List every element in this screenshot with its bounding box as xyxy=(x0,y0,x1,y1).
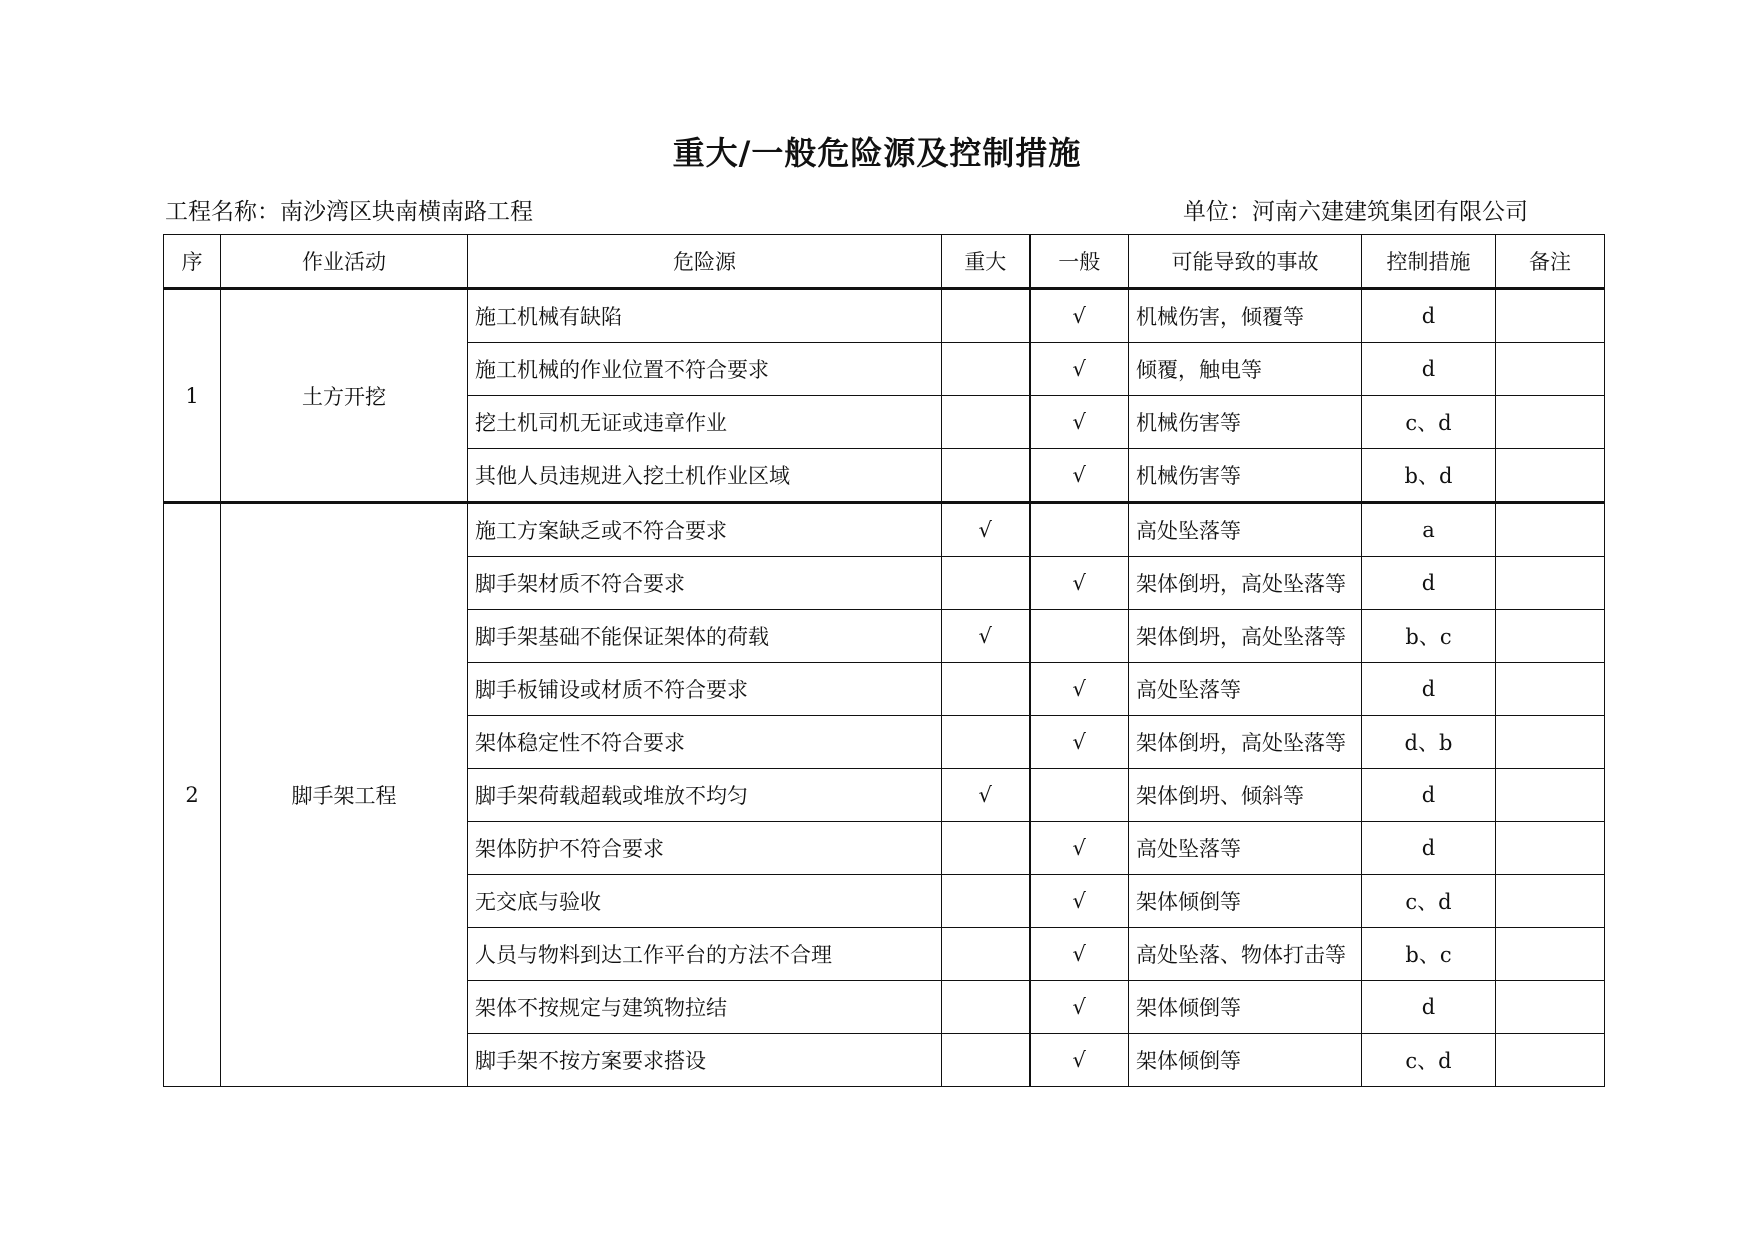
general-cell xyxy=(1030,503,1129,557)
header-remark: 备注 xyxy=(1496,235,1605,289)
general-cell: √ xyxy=(1030,396,1129,449)
accident-cell: 架体倾倒等 xyxy=(1129,981,1362,1034)
control-cell: b、d xyxy=(1362,449,1496,503)
header-seq: 序 xyxy=(164,235,221,289)
remark-cell xyxy=(1496,663,1605,716)
remark-cell xyxy=(1496,1034,1605,1087)
remark-cell xyxy=(1496,875,1605,928)
hazard-cell: 脚手架材质不符合要求 xyxy=(468,557,942,610)
control-cell: d、b xyxy=(1362,716,1496,769)
accident-cell: 高处坠落等 xyxy=(1129,663,1362,716)
header-row xyxy=(164,235,1605,289)
accident-cell: 架体倒坍，高处坠落等 xyxy=(1129,557,1362,610)
general-cell: √ xyxy=(1030,928,1129,981)
accident-cell: 架体倒坍，高处坠落等 xyxy=(1129,716,1362,769)
accident-cell: 架体倾倒等 xyxy=(1129,1034,1362,1087)
remark-cell xyxy=(1496,610,1605,663)
accident-cell: 架体倒坍、倾斜等 xyxy=(1129,769,1362,822)
accident-cell: 架体倾倒等 xyxy=(1129,875,1362,928)
control-cell: d xyxy=(1362,343,1496,396)
major-cell xyxy=(942,396,1030,449)
project-name: 工程名称：南沙湾区块南横南路工程 xyxy=(165,199,533,225)
control-cell: d xyxy=(1362,769,1496,822)
control-cell: c、d xyxy=(1362,875,1496,928)
hazard-cell: 架体稳定性不符合要求 xyxy=(468,716,942,769)
accident-cell: 倾覆，触电等 xyxy=(1129,343,1362,396)
remark-cell xyxy=(1496,822,1605,875)
accident-cell: 机械伤害等 xyxy=(1129,396,1362,449)
remark-cell xyxy=(1496,981,1605,1034)
general-cell: √ xyxy=(1030,663,1129,716)
general-cell: √ xyxy=(1030,289,1129,343)
control-cell: b、c xyxy=(1362,928,1496,981)
unit-name: 单位：河南六建建筑集团有限公司 xyxy=(1183,199,1528,225)
activity-cell: 土方开挖 xyxy=(221,289,468,503)
control-cell: d xyxy=(1362,557,1496,610)
general-cell: √ xyxy=(1030,557,1129,610)
hazard-cell: 脚手架不按方案要求搭设 xyxy=(468,1034,942,1087)
major-cell xyxy=(942,557,1030,610)
control-cell: b、c xyxy=(1362,610,1496,663)
hazard-cell: 脚手架基础不能保证架体的荷载 xyxy=(468,610,942,663)
hazard-cell: 无交底与验收 xyxy=(468,875,942,928)
general-cell: √ xyxy=(1030,875,1129,928)
remark-cell xyxy=(1496,557,1605,610)
remark-cell xyxy=(1496,928,1605,981)
remark-cell xyxy=(1496,449,1605,503)
hazard-cell: 架体防护不符合要求 xyxy=(468,822,942,875)
header-general: 一般 xyxy=(1030,235,1129,289)
hazard-table xyxy=(163,234,1605,1087)
header-activity: 作业活动 xyxy=(221,235,468,289)
accident-cell: 机械伤害等 xyxy=(1129,449,1362,503)
hazard-cell: 挖土机司机无证或违章作业 xyxy=(468,396,942,449)
major-cell xyxy=(942,1034,1030,1087)
header-control: 控制措施 xyxy=(1362,235,1496,289)
major-cell xyxy=(942,449,1030,503)
page-title: 重大/一般危险源及控制措施 xyxy=(672,134,1082,172)
header-major: 重大 xyxy=(942,235,1030,289)
hazard-cell: 脚手板铺设或材质不符合要求 xyxy=(468,663,942,716)
accident-cell: 高处坠落等 xyxy=(1129,503,1362,557)
general-cell: √ xyxy=(1030,981,1129,1034)
major-cell: √ xyxy=(942,503,1030,557)
accident-cell: 高处坠落等 xyxy=(1129,822,1362,875)
general-cell xyxy=(1030,610,1129,663)
general-cell: √ xyxy=(1030,1034,1129,1087)
control-cell: d xyxy=(1362,663,1496,716)
hazard-cell: 人员与物料到达工作平台的方法不合理 xyxy=(468,928,942,981)
table-body xyxy=(164,289,1605,1087)
control-cell: d xyxy=(1362,822,1496,875)
major-cell xyxy=(942,928,1030,981)
general-cell: √ xyxy=(1030,716,1129,769)
hazard-cell: 施工机械的作业位置不符合要求 xyxy=(468,343,942,396)
major-cell: √ xyxy=(942,769,1030,822)
header-accident: 可能导致的事故 xyxy=(1129,235,1362,289)
hazard-cell: 脚手架荷载超载或堆放不均匀 xyxy=(468,769,942,822)
major-cell xyxy=(942,875,1030,928)
general-cell: √ xyxy=(1030,343,1129,396)
remark-cell xyxy=(1496,769,1605,822)
major-cell xyxy=(942,343,1030,396)
control-cell: d xyxy=(1362,981,1496,1034)
hazard-cell: 施工方案缺乏或不符合要求 xyxy=(468,503,942,557)
general-cell: √ xyxy=(1030,449,1129,503)
accident-cell: 高处坠落、物体打击等 xyxy=(1129,928,1362,981)
control-cell: a xyxy=(1362,503,1496,557)
table-row xyxy=(164,503,1605,557)
control-cell: d xyxy=(1362,289,1496,343)
major-cell xyxy=(942,822,1030,875)
accident-cell: 架体倒坍，高处坠落等 xyxy=(1129,610,1362,663)
activity-cell: 脚手架工程 xyxy=(221,503,468,1087)
remark-cell xyxy=(1496,343,1605,396)
control-cell: c、d xyxy=(1362,396,1496,449)
remark-cell xyxy=(1496,289,1605,343)
seq-cell: 2 xyxy=(164,503,221,1087)
hazard-cell: 架体不按规定与建筑物拉结 xyxy=(468,981,942,1034)
major-cell xyxy=(942,663,1030,716)
seq-cell: 1 xyxy=(164,289,221,503)
remark-cell xyxy=(1496,716,1605,769)
remark-cell xyxy=(1496,396,1605,449)
remark-cell xyxy=(1496,503,1605,557)
major-cell xyxy=(942,716,1030,769)
hazard-cell: 其他人员违规进入挖土机作业区域 xyxy=(468,449,942,503)
major-cell xyxy=(942,289,1030,343)
general-cell: √ xyxy=(1030,822,1129,875)
header-hazard: 危险源 xyxy=(468,235,942,289)
general-cell xyxy=(1030,769,1129,822)
accident-cell: 机械伤害，倾覆等 xyxy=(1129,289,1362,343)
table-row xyxy=(164,289,1605,343)
major-cell xyxy=(942,981,1030,1034)
control-cell: c、d xyxy=(1362,1034,1496,1087)
major-cell: √ xyxy=(942,610,1030,663)
hazard-cell: 施工机械有缺陷 xyxy=(468,289,942,343)
